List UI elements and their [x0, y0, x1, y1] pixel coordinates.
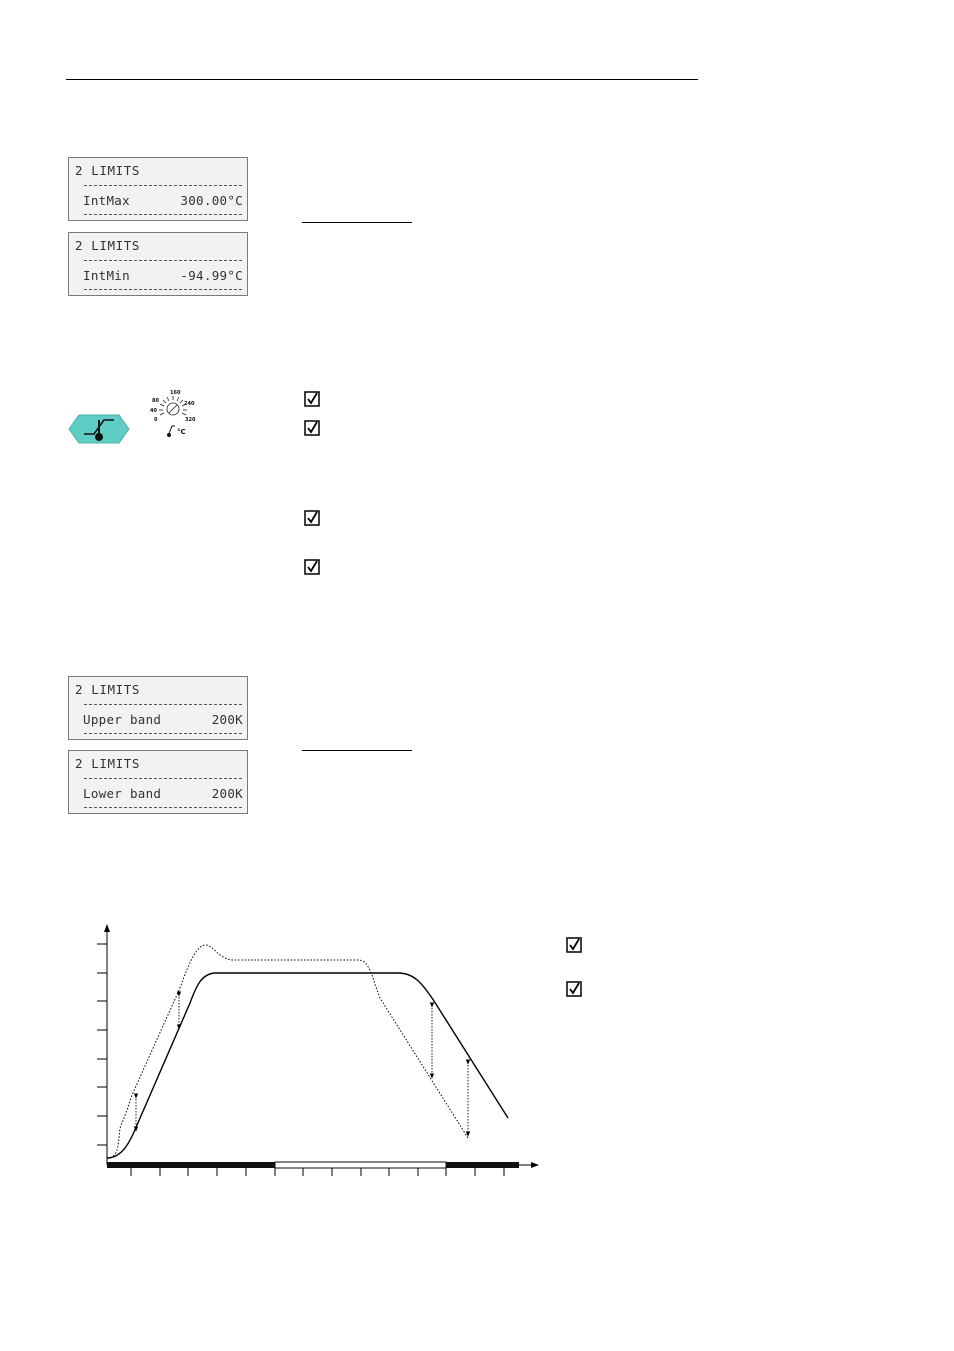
lcd-value: 300.00°C [180, 193, 243, 208]
x-ticks [131, 1168, 504, 1176]
lcd-label: Lower band [83, 786, 162, 801]
band-arrows [136, 994, 468, 1134]
lcd-intmax [68, 157, 248, 221]
timeline-segment [446, 1162, 519, 1168]
dial-unit: °C [177, 428, 186, 436]
lcd-divider [84, 289, 242, 290]
thermometer-hexagon-icon [68, 412, 130, 446]
limit-band-diagram [90, 920, 550, 1180]
lcd-title: 2 LIMITS [75, 163, 141, 178]
lcd-divider [84, 214, 242, 215]
dial-tick: 240 [184, 401, 195, 407]
timeline-segment [275, 1162, 446, 1168]
internal-temperature-curve [107, 973, 508, 1158]
dial-tick: 80 [152, 398, 159, 404]
underline-rule [302, 750, 412, 751]
lcd-value: -94.99°C [180, 268, 243, 283]
dial-tick: 320 [185, 417, 196, 423]
y-ticks [97, 944, 107, 1145]
lcd-divider [84, 704, 242, 705]
lcd-title: 2 LIMITS [75, 238, 141, 253]
checked-box-icon [304, 559, 320, 575]
checked-box-icon [566, 937, 582, 953]
checked-box-icon [304, 420, 320, 436]
checked-box-icon [566, 981, 582, 997]
dial-tick: 0 [154, 417, 158, 423]
lcd-title: 2 LIMITS [75, 682, 141, 697]
lcd-label: IntMax [83, 193, 130, 208]
lcd-value: 200K [211, 786, 243, 801]
lcd-value: 200K [211, 712, 243, 727]
lcd-divider [84, 807, 242, 808]
lcd-divider [84, 733, 242, 734]
lcd-lower-band [68, 750, 248, 814]
lcd-label: IntMin [83, 268, 130, 283]
lcd-title: 2 LIMITS [75, 756, 141, 771]
lcd-divider [84, 185, 242, 186]
checked-box-icon [304, 510, 320, 526]
lcd-divider [84, 260, 242, 261]
dial-tick: 160 [170, 390, 181, 396]
lcd-divider [84, 778, 242, 779]
temperature-dial-icon [148, 388, 198, 440]
underline-rule [302, 222, 412, 223]
checked-box-icon [304, 391, 320, 407]
dial-tick: 40 [150, 408, 157, 414]
lcd-intmin [68, 232, 248, 296]
lcd-upper-band [68, 676, 248, 740]
header-rule [66, 79, 698, 80]
lcd-label: Upper band [83, 712, 162, 727]
timeline-segment [107, 1162, 275, 1168]
